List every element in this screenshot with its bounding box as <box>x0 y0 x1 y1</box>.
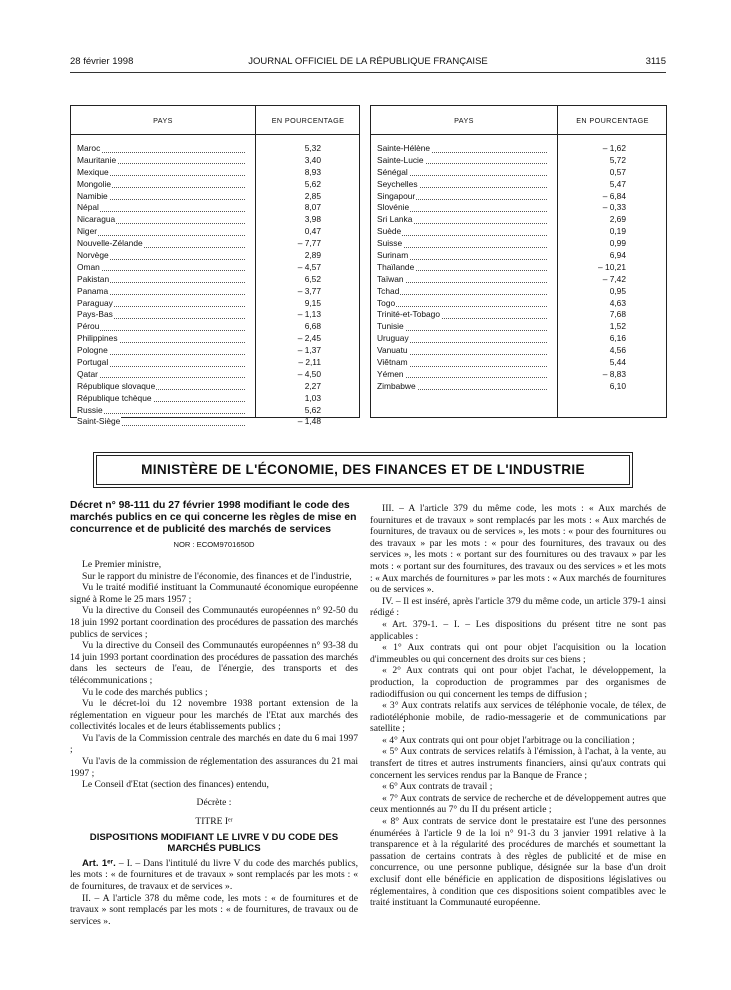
table-row <box>71 167 359 179</box>
paragraph: Vu le décret-loi du 12 novembre 1938 portant extension de la réglementation en vigueur pour les marchés de l'Etat aux marchés des collectivités locales et de leurs établissements publics ; <box>70 698 358 733</box>
percentage-value: 5,47 <box>609 178 626 189</box>
percentage-value: 6,68 <box>304 321 321 332</box>
country-name: Viêtnam <box>377 357 408 368</box>
country-name: Sainte-Lucie <box>377 154 424 165</box>
paragraph: III. – A l'article 379 du même code, les mots : « Aux marchés de fournitures et de travaux » sont remplacés par les mots : « Aux marchés de fournitures, de travaux ou de services », les mots : « pour des fournitures ou des travaux » par les mots : « pour des fournitures, des travaux ou des services », les mots : « portant sur des fournitures ou des travaux » par les mots : « portant sur des fournitures, des travaux ou des services » et les mots : « Aux marchés de fournitures » par les mots : « Aux marchés de fournitures ou de services ». <box>370 503 666 596</box>
country-name: Slovénie <box>377 202 410 213</box>
header-page-number: 3115 <box>645 56 666 67</box>
country-percentage-table-right <box>370 105 667 418</box>
header-divider <box>371 134 666 135</box>
table-row <box>71 333 359 345</box>
percentage-value: 3,40 <box>304 154 321 165</box>
right-text-column <box>370 503 666 909</box>
table-row <box>371 214 666 226</box>
table-row <box>371 250 666 262</box>
country-name: Paraguay <box>77 297 113 308</box>
country-name: Mongolie <box>77 178 111 189</box>
table-row <box>71 357 359 369</box>
percentage-value: 6,52 <box>304 273 321 284</box>
table-row <box>71 191 359 203</box>
decree-title: Décret n° 98-111 du 27 février 1998 modifiant le code des marchés publics en ce qui concerne les règles de mise en concurrence et de publicité des marchés de services <box>70 500 357 535</box>
percentage-value: 0,95 <box>609 285 626 296</box>
percentage-value: 7,68 <box>609 309 626 320</box>
table-row <box>71 369 359 381</box>
table-row <box>371 262 666 274</box>
percentage-value: 6,10 <box>609 380 626 391</box>
percentage-value: – 8,83 <box>602 368 626 379</box>
paragraph: Le Premier ministre, <box>82 558 162 570</box>
table-row <box>71 226 359 238</box>
country-name: Vanuatu <box>377 345 408 356</box>
table-row <box>371 238 666 250</box>
country-name: Tchad <box>377 285 400 296</box>
percentage-value: 0,57 <box>609 166 626 177</box>
article-1-ii: II. – A l'article 378 du même code, les mots : « de fournitures et de travaux » sont remplacés par les mots : « de fournitures, de travaux ou de services ». <box>70 892 358 927</box>
table-row <box>371 298 666 310</box>
dot-leader <box>77 330 245 331</box>
dot-leader <box>377 294 547 295</box>
country-name: Népal <box>77 202 99 213</box>
column-header-percentage: EN POURCENTAGE <box>576 116 649 125</box>
percentage-value: 6,94 <box>609 250 626 261</box>
paragraph: Vu l'avis de la commission de réglementation des assurances du 21 mai 1997 ; <box>70 756 358 779</box>
table-row <box>71 393 359 405</box>
table-row <box>371 143 666 155</box>
table-row <box>371 286 666 298</box>
left-text-column <box>70 500 358 927</box>
decrete: Décrète : <box>196 796 232 808</box>
percentage-value: – 1,37 <box>297 345 321 356</box>
article-1-label: Art. 1ᵉʳ. <box>82 857 116 869</box>
country-name: Portugal <box>77 357 109 368</box>
country-name: Seychelles <box>377 178 418 189</box>
country-name: Pakistan <box>77 273 110 284</box>
column-header-pays: PAYS <box>454 116 474 125</box>
table-row <box>371 345 666 357</box>
country-name: Pays-Bas <box>77 309 113 320</box>
country-percentage-table-left <box>70 105 360 427</box>
paragraph: Le Conseil d'Etat (section des finances) entendu, <box>82 779 269 791</box>
country-name: Norvège <box>77 250 109 261</box>
table-row <box>371 191 666 203</box>
table-row <box>71 309 359 321</box>
paragraph: Vu la directive du Conseil des Communautés européennes n° 93-38 du 14 juin 1993 portant coordination des procédures de passation des marchés dans les secteurs de l'eau, de l'énergie, des transports et des télécommunications ; <box>70 640 358 686</box>
table-row <box>371 226 666 238</box>
percentage-value: – 1,62 <box>602 143 626 153</box>
table-row <box>371 155 666 167</box>
table-row <box>71 298 359 310</box>
percentage-value: – 3,77 <box>297 285 321 296</box>
table-row <box>71 321 359 333</box>
paragraph: « 6° Aux contrats de travail ; <box>382 781 493 793</box>
percentage-value: 8,93 <box>304 166 321 177</box>
country-name: Uruguay <box>377 333 409 344</box>
country-name: Suède <box>377 226 402 237</box>
country-name: Pologne <box>77 345 108 356</box>
country-name: Thaïlande <box>377 261 415 272</box>
table-row <box>71 274 359 286</box>
ministry-heading: MINISTÈRE DE L'ÉCONOMIE, DES FINANCES ET DE L'INDUSTRIE <box>96 455 630 485</box>
percentage-value: 0,47 <box>304 226 321 237</box>
percentage-value: 5,32 <box>304 143 321 153</box>
paragraph: « 7° Aux contrats de service de recherche et de développement autres que ceux mentionnés au 7° du II du présent article ; <box>370 792 666 816</box>
table-row <box>71 250 359 262</box>
percentage-value: 0,99 <box>609 238 626 249</box>
paragraph: « 2° Aux contrats qui ont pour objet l'achat, le développement, la production, la coproduction de programmes par des organismes de radiodiffusion ou qui concernent les temps de diffusion ; <box>370 665 666 700</box>
paragraph: Vu la directive du Conseil des Communautés européennes n° 92-50 du 18 juin 1992 portant coordination des procédures de passation des marchés publics de services ; <box>70 605 358 640</box>
table-row <box>71 381 359 393</box>
table-row <box>371 357 666 369</box>
table-row <box>71 238 359 250</box>
country-name: Oman <box>77 261 100 272</box>
country-name: Maroc <box>77 143 101 153</box>
table-row <box>371 274 666 286</box>
country-name: Tunisie <box>377 321 404 332</box>
percentage-value: 4,56 <box>609 345 626 356</box>
dispositions-heading: DISPOSITIONS MODIFIANT LE LIVRE V DU CODE DES MARCHÉS PUBLICS <box>89 832 339 855</box>
percentage-value: – 2,11 <box>298 357 321 368</box>
percentage-value: 3,98 <box>304 214 321 225</box>
percentage-value: – 2,45 <box>297 333 321 344</box>
table-row <box>371 309 666 321</box>
table-row <box>371 202 666 214</box>
paragraph: « 5° Aux contrats de services relatifs à l'émission, à l'achat, à la vente, au transfert de titres et autres instruments financiers, ainsi qu'aux contrats qui concernent les services rendus par la Banque de France ; <box>370 746 666 781</box>
country-name: Sainte-Hélène <box>377 143 431 153</box>
dot-leader <box>77 235 245 236</box>
percentage-value: 5,62 <box>304 178 321 189</box>
table-row <box>71 143 359 155</box>
article-paragraphs <box>370 503 666 909</box>
country-name: Philippines <box>77 333 118 344</box>
titre-heading: TITRE Iᵉʳ <box>195 816 233 828</box>
country-name: Trinité-et-Tobago <box>377 309 440 320</box>
country-name: République tchèque <box>77 392 152 403</box>
percentage-value: 2,27 <box>304 380 321 391</box>
dot-leader <box>77 377 245 378</box>
percentage-value: 5,72 <box>609 154 626 165</box>
page-header <box>70 56 666 70</box>
dot-leader <box>77 270 245 271</box>
country-name: Pérou <box>77 321 100 332</box>
country-name: Sri Lanka <box>377 214 413 225</box>
paragraph: Vu le traité modifié instituant la Communauté économique européenne signé à Rome le 25 mars 1957 ; <box>70 582 358 605</box>
paragraph: « 8° Aux contrats de service dont le prestataire est l'une des personnes énumérées à l'article 9 de la loi n° 91-3 du 3 janvier 1991 relative à la transparence et à la régularité des procédures de marchés et soumettant la passation de certains contrats à des règles de publicité et de mise en concurrence, ou une personne publique, désignée sur la base d'un droit exclusif dont elle bénéficie en application de dispositions législatives ou réglementaires, à condition que ces dispositions soient compatibles avec le traité instituant la Communauté européenne. <box>370 816 666 909</box>
country-name: Yémen <box>377 368 404 379</box>
table-row <box>71 286 359 298</box>
percentage-value: 8,07 <box>304 202 321 213</box>
country-name: Suisse <box>377 238 403 249</box>
article-1 <box>70 858 358 893</box>
country-name: Surinam <box>377 250 409 261</box>
percentage-value: – 10,21 <box>598 261 626 272</box>
country-name: Nouvelle-Zélande <box>77 238 143 249</box>
table-row <box>371 369 666 381</box>
percentage-value: 6,16 <box>609 333 626 344</box>
percentage-value: 2,85 <box>304 190 321 201</box>
table-row <box>371 333 666 345</box>
paragraph: Vu l'avis de la Commission centrale des marchés en date du 6 mai 1997 ; <box>70 732 358 756</box>
percentage-value: – 4,57 <box>297 261 321 272</box>
nor-reference: NOR : ECOM9701650D <box>173 540 255 550</box>
header-date: 28 février 1998 <box>70 56 134 67</box>
table-row <box>71 345 359 357</box>
table-row <box>71 155 359 167</box>
percentage-value: 1,52 <box>609 321 626 332</box>
country-name: République slovaque <box>77 380 156 391</box>
table-rows <box>371 143 666 393</box>
country-name: Niger <box>77 226 98 237</box>
percentage-value: – 4,50 <box>297 368 321 379</box>
dot-leader <box>377 306 547 307</box>
country-name: Sénégal <box>377 166 408 177</box>
table-row <box>71 262 359 274</box>
dot-leader <box>377 235 547 236</box>
percentage-value: – 1,13 <box>297 309 321 320</box>
paragraph: « 3° Aux contrats relatifs aux services de téléphonie vocale, de télex, de radiotéléphonie mobile, de radio-messagerie et de communications par satellite ; <box>370 700 666 735</box>
table-row <box>71 214 359 226</box>
percentage-value: – 1,48 <box>297 416 321 427</box>
percentage-value: 1,03 <box>304 392 321 403</box>
paragraph: IV. – Il est inséré, après l'article 379 du même code, un article 379-1 ainsi rédigé : <box>370 595 666 619</box>
percentage-value: 4,63 <box>609 297 626 308</box>
country-name: Togo <box>377 297 396 308</box>
percentage-value: – 6,84 <box>602 190 626 201</box>
country-name: Russie <box>77 404 103 415</box>
dot-leader <box>77 211 245 212</box>
percentage-value: 2,89 <box>304 250 321 261</box>
country-name: Mauritanie <box>77 154 117 165</box>
percentage-value: 9,15 <box>304 297 321 308</box>
country-name: Taïwan <box>377 273 404 284</box>
table-row <box>71 179 359 191</box>
paragraph: « Art. 379-1. – I. – Les dispositions du présent titre ne sont pas applicables : <box>370 618 666 642</box>
percentage-value: 0,19 <box>609 226 626 237</box>
table-row <box>71 202 359 214</box>
preamble <box>70 559 358 791</box>
article-1-text: – I. – Dans l'intitulé du livre V du code des marchés publics, les mots : « de fournitures et de travaux » sont remplacés par les mots : « de fournitures, de travaux et de services ». <box>70 857 358 893</box>
percentage-value: – 7,77 <box>297 238 321 249</box>
country-name: Nicaragua <box>77 214 116 225</box>
table-row <box>71 416 359 428</box>
table-row <box>371 167 666 179</box>
country-name: Mexique <box>77 166 109 177</box>
country-name: Namibie <box>77 190 108 201</box>
header-rule <box>70 72 666 73</box>
country-name: Panama <box>77 285 109 296</box>
percentage-value: 2,69 <box>609 214 626 225</box>
table-row <box>371 321 666 333</box>
country-name: Qatar <box>77 368 98 379</box>
paragraph: Sur le rapport du ministre de l'économie, des finances et de l'industrie, <box>82 570 352 582</box>
country-name: Zimbabwe <box>377 380 416 391</box>
column-header-pays: PAYS <box>153 116 173 125</box>
country-name: Singapour <box>377 190 416 201</box>
percentage-value: – 0,33 <box>602 202 626 213</box>
percentage-value: 5,62 <box>304 404 321 415</box>
percentage-value: – 7,42 <box>602 273 626 284</box>
table-row <box>371 179 666 191</box>
table-row <box>71 405 359 417</box>
header-journal-title: JOURNAL OFFICIEL DE LA RÉPUBLIQUE FRANÇAISE <box>248 56 488 67</box>
table-rows <box>71 143 359 428</box>
paragraph: « 1° Aux contrats qui ont pour objet l'acquisition ou la location d'immeubles ou qui concernent des droits sur ces biens ; <box>370 642 666 665</box>
dot-leader <box>77 152 245 153</box>
header-divider <box>71 134 359 135</box>
table-row <box>371 381 666 393</box>
paragraph: « 4° Aux contrats qui ont pour objet l'arbitrage ou la conciliation ; <box>382 734 635 746</box>
column-header-percentage: EN POURCENTAGE <box>271 116 345 125</box>
percentage-value: 5,44 <box>609 357 626 368</box>
country-name: Saint-Siège <box>77 416 121 427</box>
paragraph: Vu le code des marchés publics ; <box>82 686 208 698</box>
